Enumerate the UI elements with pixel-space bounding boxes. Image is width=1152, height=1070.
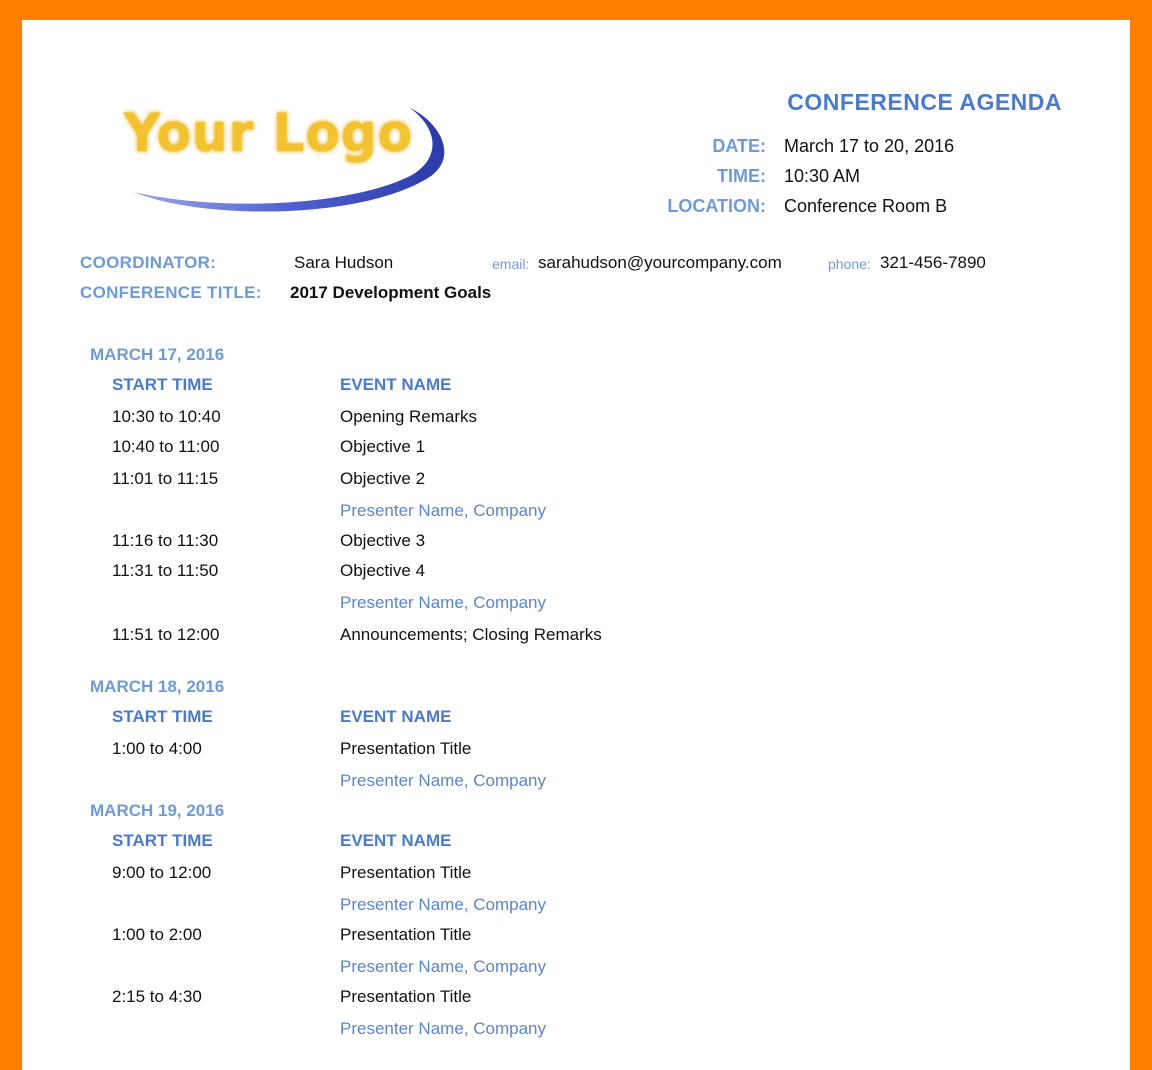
location-value: Conference Room B [784, 196, 948, 216]
presenter-name: Presenter Name, Company [340, 501, 546, 520]
start-time: 11:51 to 12:00 [112, 625, 220, 644]
day-header: MARCH 18, 2016 [90, 677, 225, 696]
presenter-name: Presenter Name, Company [340, 771, 546, 790]
event-name: Presentation Title [340, 863, 472, 882]
start-time: 9:00 to 12:00 [112, 863, 212, 882]
coordinator-value: Sara Hudson [294, 253, 394, 272]
event-name: Presentation Title [340, 739, 472, 758]
event-name: Opening Remarks [340, 407, 478, 426]
page-title: CONFERENCE AGENDA [787, 89, 1062, 115]
date-label: DATE: [712, 136, 766, 156]
coordinator-label: COORDINATOR: [80, 253, 217, 272]
start-time: 10:30 to 10:40 [112, 407, 221, 426]
start-time-header: START TIME [112, 831, 213, 850]
day-header: MARCH 17, 2016 [90, 345, 225, 364]
company-logo [110, 100, 450, 230]
start-time-header: START TIME [112, 375, 213, 394]
email-value: sarahudson@yourcompany.com [538, 253, 782, 272]
start-time: 11:16 to 11:30 [112, 531, 219, 550]
email-label: email: [492, 256, 530, 272]
start-time: 1:00 to 2:00 [112, 925, 202, 944]
event-name: Objective 4 [340, 561, 426, 580]
start-time: 11:01 to 11:15 [112, 469, 219, 488]
start-time: 2:15 to 4:30 [112, 987, 202, 1006]
logo-text: Your Logo [124, 102, 413, 164]
start-time: 11:31 to 11:50 [112, 561, 219, 580]
event-name: Objective 1 [340, 437, 426, 456]
conference-title-label: CONFERENCE TITLE: [80, 283, 262, 302]
phone-label: phone: [828, 256, 871, 272]
date-value: March 17 to 20, 2016 [784, 136, 955, 156]
event-name-header: EVENT NAME [340, 831, 452, 850]
start-time: 1:00 to 4:00 [112, 739, 202, 758]
presenter-name: Presenter Name, Company [340, 1019, 546, 1038]
agenda-page [22, 20, 1130, 1070]
presenter-name: Presenter Name, Company [340, 895, 546, 914]
time-label: TIME: [717, 166, 766, 186]
event-name: Objective 2 [340, 469, 426, 488]
event-name-header: EVENT NAME [340, 707, 452, 726]
conference-title-value: 2017 Development Goals [290, 283, 492, 302]
event-name: Presentation Title [340, 987, 472, 1006]
time-value: 10:30 AM [784, 166, 861, 186]
event-name: Announcements; Closing Remarks [340, 625, 602, 644]
presenter-name: Presenter Name, Company [340, 593, 546, 612]
start-time: 10:40 to 11:00 [112, 437, 220, 456]
phone-value: 321-456-7890 [880, 253, 986, 272]
event-name-header: EVENT NAME [340, 375, 452, 394]
presenter-name: Presenter Name, Company [340, 957, 546, 976]
event-name: Presentation Title [340, 925, 472, 944]
location-label: LOCATION: [667, 196, 766, 216]
day-header: MARCH 19, 2016 [90, 801, 225, 820]
start-time-header: START TIME [112, 707, 213, 726]
event-name: Objective 3 [340, 531, 426, 550]
